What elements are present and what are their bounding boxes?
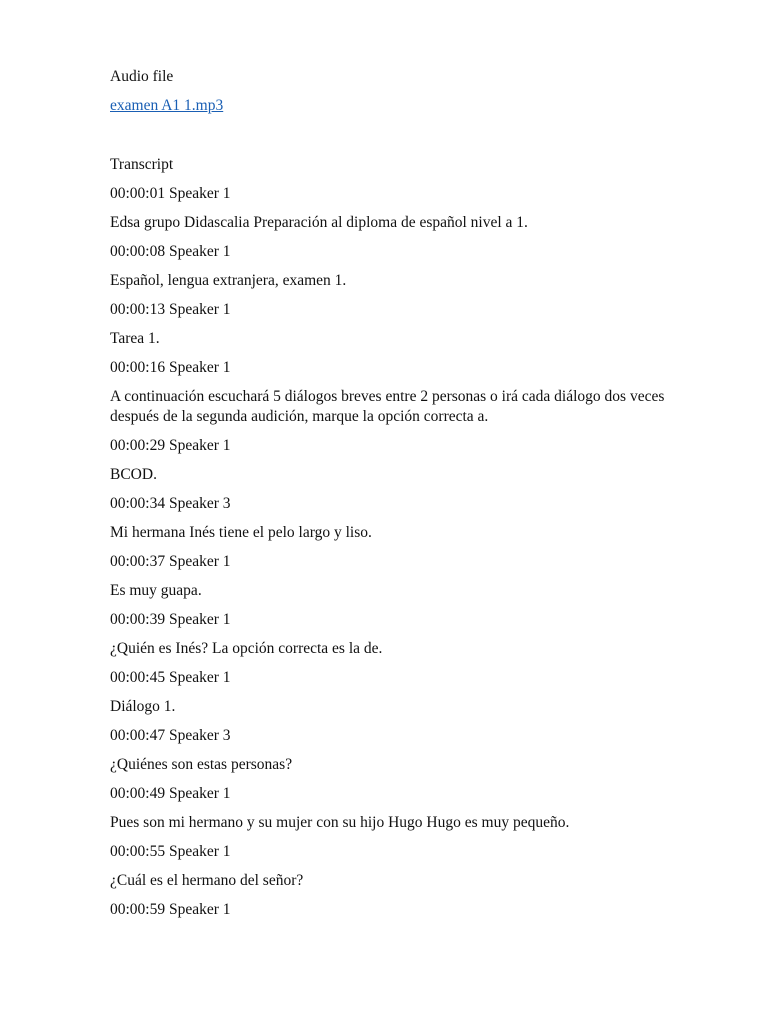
entry-text: ¿Cuál es el hermano del señor?: [110, 872, 304, 889]
entry-text: Pues son mi hermano y su mujer con su hijo Hugo Hugo es muy pequeño.: [110, 814, 570, 831]
audio-file-link[interactable]: examen A1 1.mp3: [110, 97, 224, 114]
entry-timestamp: 00:00:55 Speaker 1: [110, 843, 231, 860]
entry-timestamp: 00:00:16 Speaker 1: [110, 359, 231, 376]
spacer: [110, 125, 710, 155]
entry-text: Español, lengua extranjera, examen 1.: [110, 272, 347, 289]
entry-text: BCOD.: [110, 466, 157, 483]
audio-file-label: Audio file: [110, 68, 174, 85]
entry-text: ¿Quién es Inés? La opción correcta es la de.: [110, 640, 383, 657]
entry-timestamp: 00:00:13 Speaker 1: [110, 301, 231, 318]
entry-text: Tarea 1.: [110, 330, 160, 347]
entry-timestamp: 00:00:47 Speaker 3: [110, 727, 231, 744]
entry-timestamp: 00:00:39 Speaker 1: [110, 611, 231, 628]
entry-text: Mi hermana Inés tiene el pelo largo y liso.: [110, 524, 372, 541]
entry-timestamp: 00:00:37 Speaker 1: [110, 553, 231, 570]
entry-text: Es muy guapa.: [110, 582, 202, 599]
entry-timestamp: 00:00:45 Speaker 1: [110, 669, 231, 686]
transcript-label: Transcript: [110, 156, 174, 173]
entry-text: Edsa grupo Didascalia Preparación al diploma de español nivel a 1.: [110, 214, 528, 231]
entry-timestamp: 00:00:49 Speaker 1: [110, 785, 231, 802]
entry-timestamp: 00:00:01 Speaker 1: [110, 185, 231, 202]
entry-timestamp: 00:00:29 Speaker 1: [110, 437, 231, 454]
entry-text: Diálogo 1.: [110, 698, 176, 715]
entry-timestamp: 00:00:34 Speaker 3: [110, 495, 231, 512]
entry-text: ¿Quiénes son estas personas?: [110, 756, 293, 773]
transcript-document: [110, 67, 710, 929]
entry-timestamp: 00:00:59 Speaker 1: [110, 901, 231, 918]
entry-text: A continuación escuchará 5 diálogos breves entre 2 personas o irá cada diálogo dos veces después de la segunda audición, marque la opción correcta a.: [110, 388, 665, 425]
entry-timestamp: 00:00:08 Speaker 1: [110, 243, 231, 260]
